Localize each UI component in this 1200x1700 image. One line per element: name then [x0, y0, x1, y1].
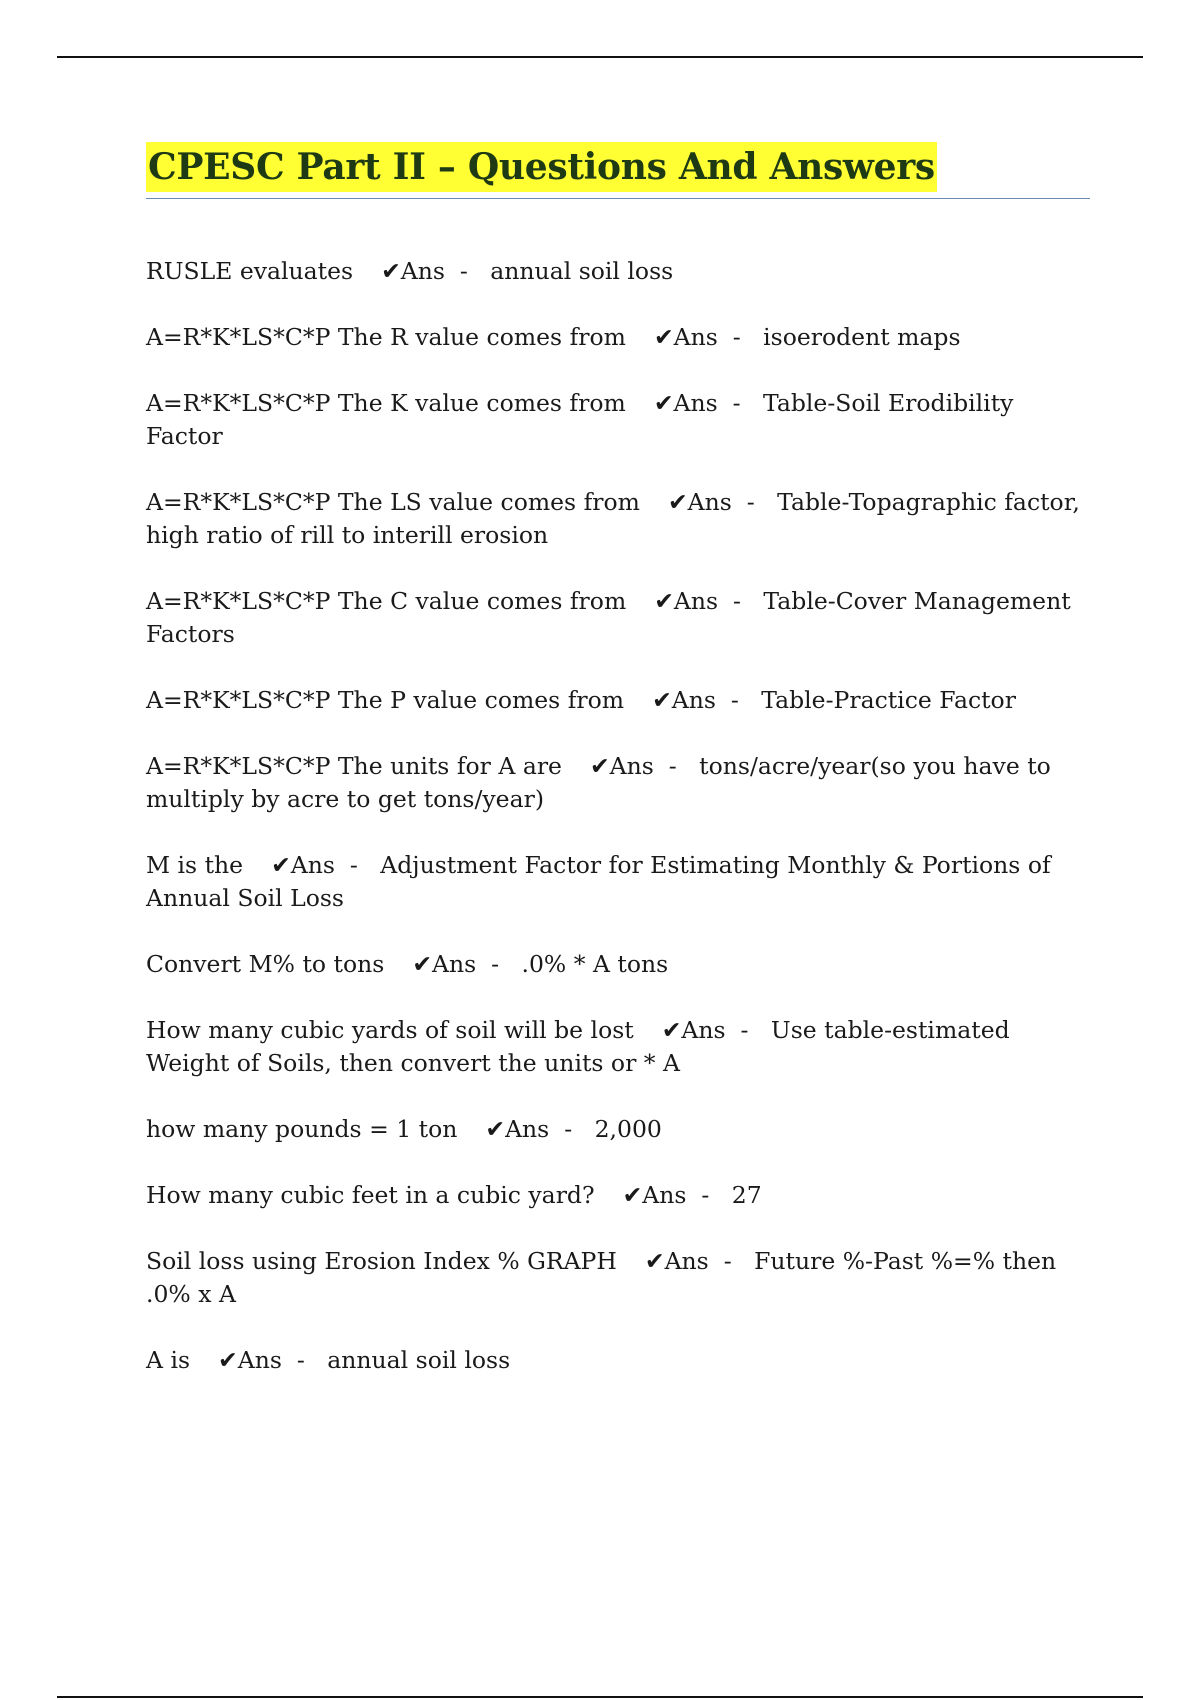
question: M is the [146, 851, 244, 879]
question: A=R*K*LS*C*P The units for A are [146, 752, 562, 780]
qa-item [146, 948, 1090, 981]
question: A=R*K*LS*C*P The R value comes from [146, 323, 626, 351]
ans-marker: ✔Ans [654, 587, 719, 615]
answer: Future %-Past %=% then .0% x A [146, 1247, 1057, 1308]
ans-marker: ✔Ans [644, 1247, 709, 1275]
qa-item [146, 1245, 1090, 1311]
ans-marker: ✔Ans [412, 950, 477, 978]
answer: Table-Topagraphic factor, high ratio of rill to interill erosion [146, 488, 1080, 549]
separator: - [732, 323, 741, 351]
qa-item [146, 684, 1090, 717]
ans-marker: ✔Ans [653, 323, 718, 351]
answer: isoerodent maps [763, 323, 961, 351]
answer: 27 [731, 1181, 762, 1209]
separator: - [701, 1181, 710, 1209]
separator: - [732, 389, 741, 417]
answer: Table-Practice Factor [761, 686, 1016, 714]
answer: annual soil loss [490, 257, 674, 285]
question: Convert M% to tons [146, 950, 385, 978]
answer: Adjustment Factor for Estimating Monthly & Portions of Annual Soil Loss [146, 851, 1051, 912]
separator: - [491, 950, 500, 978]
separator: - [723, 1247, 732, 1275]
answer: .0% * A tons [521, 950, 669, 978]
answer: annual soil loss [327, 1346, 511, 1374]
ans-marker: ✔Ans [381, 257, 445, 285]
qa-item [146, 387, 1090, 453]
answer: Table-Cover Management Factors [146, 587, 1071, 648]
separator: - [564, 1115, 573, 1143]
ans-marker: ✔Ans [661, 1016, 726, 1044]
question: A=R*K*LS*C*P The LS value comes from [146, 488, 640, 516]
separator: - [746, 488, 755, 516]
question: How many cubic yards of soil will be lost [146, 1016, 634, 1044]
question: Soil loss using Erosion Index % GRAPH [146, 1247, 617, 1275]
header-rule [57, 56, 1143, 58]
separator: - [740, 1016, 749, 1044]
qa-item [146, 750, 1090, 816]
ans-marker: ✔Ans [667, 488, 732, 516]
footer-rule [57, 1696, 1143, 1698]
separator: - [296, 1346, 305, 1374]
qa-item [146, 1344, 1090, 1377]
qa-item [146, 1113, 1090, 1146]
answer: Use table-estimated Weight of Soils, then convert the units or * A [146, 1016, 1010, 1077]
qa-list [146, 255, 1090, 1377]
ans-marker: ✔Ans [589, 752, 654, 780]
question: A=R*K*LS*C*P The P value comes from [146, 686, 625, 714]
question: A=R*K*LS*C*P The K value comes from [146, 389, 626, 417]
separator: - [733, 587, 741, 615]
qa-item [146, 1014, 1090, 1080]
separator: - [668, 752, 677, 780]
separator: - [459, 257, 468, 285]
qa-item [146, 1179, 1090, 1212]
qa-item [146, 321, 1090, 354]
separator: - [349, 851, 358, 879]
question: A=R*K*LS*C*P The C value comes from [146, 587, 627, 615]
ans-marker: ✔Ans [652, 686, 716, 714]
qa-item [146, 585, 1090, 651]
separator: - [730, 686, 739, 714]
ans-marker: ✔Ans [653, 389, 718, 417]
document-body [146, 142, 1090, 1410]
question: How many cubic feet in a cubic yard? [146, 1181, 595, 1209]
question: RUSLE evaluates [146, 257, 354, 285]
answer: 2,000 [594, 1115, 662, 1143]
ans-marker: ✔Ans [218, 1346, 282, 1374]
document-title: CPESC Part II – Questions And Answers [146, 142, 937, 192]
ans-marker: ✔Ans [485, 1115, 550, 1143]
answer: Table-Soil Erodibility Factor [146, 389, 1014, 450]
question: A is [146, 1346, 191, 1374]
ans-marker: ✔Ans [271, 851, 335, 879]
qa-item [146, 486, 1090, 552]
qa-item [146, 849, 1090, 915]
qa-item [146, 255, 1090, 288]
title-block [146, 142, 1090, 199]
question: how many pounds = 1 ton [146, 1115, 458, 1143]
ans-marker: ✔Ans [622, 1181, 687, 1209]
answer: tons/acre/year(so you have to multiply by acre to get tons/year) [146, 752, 1051, 813]
